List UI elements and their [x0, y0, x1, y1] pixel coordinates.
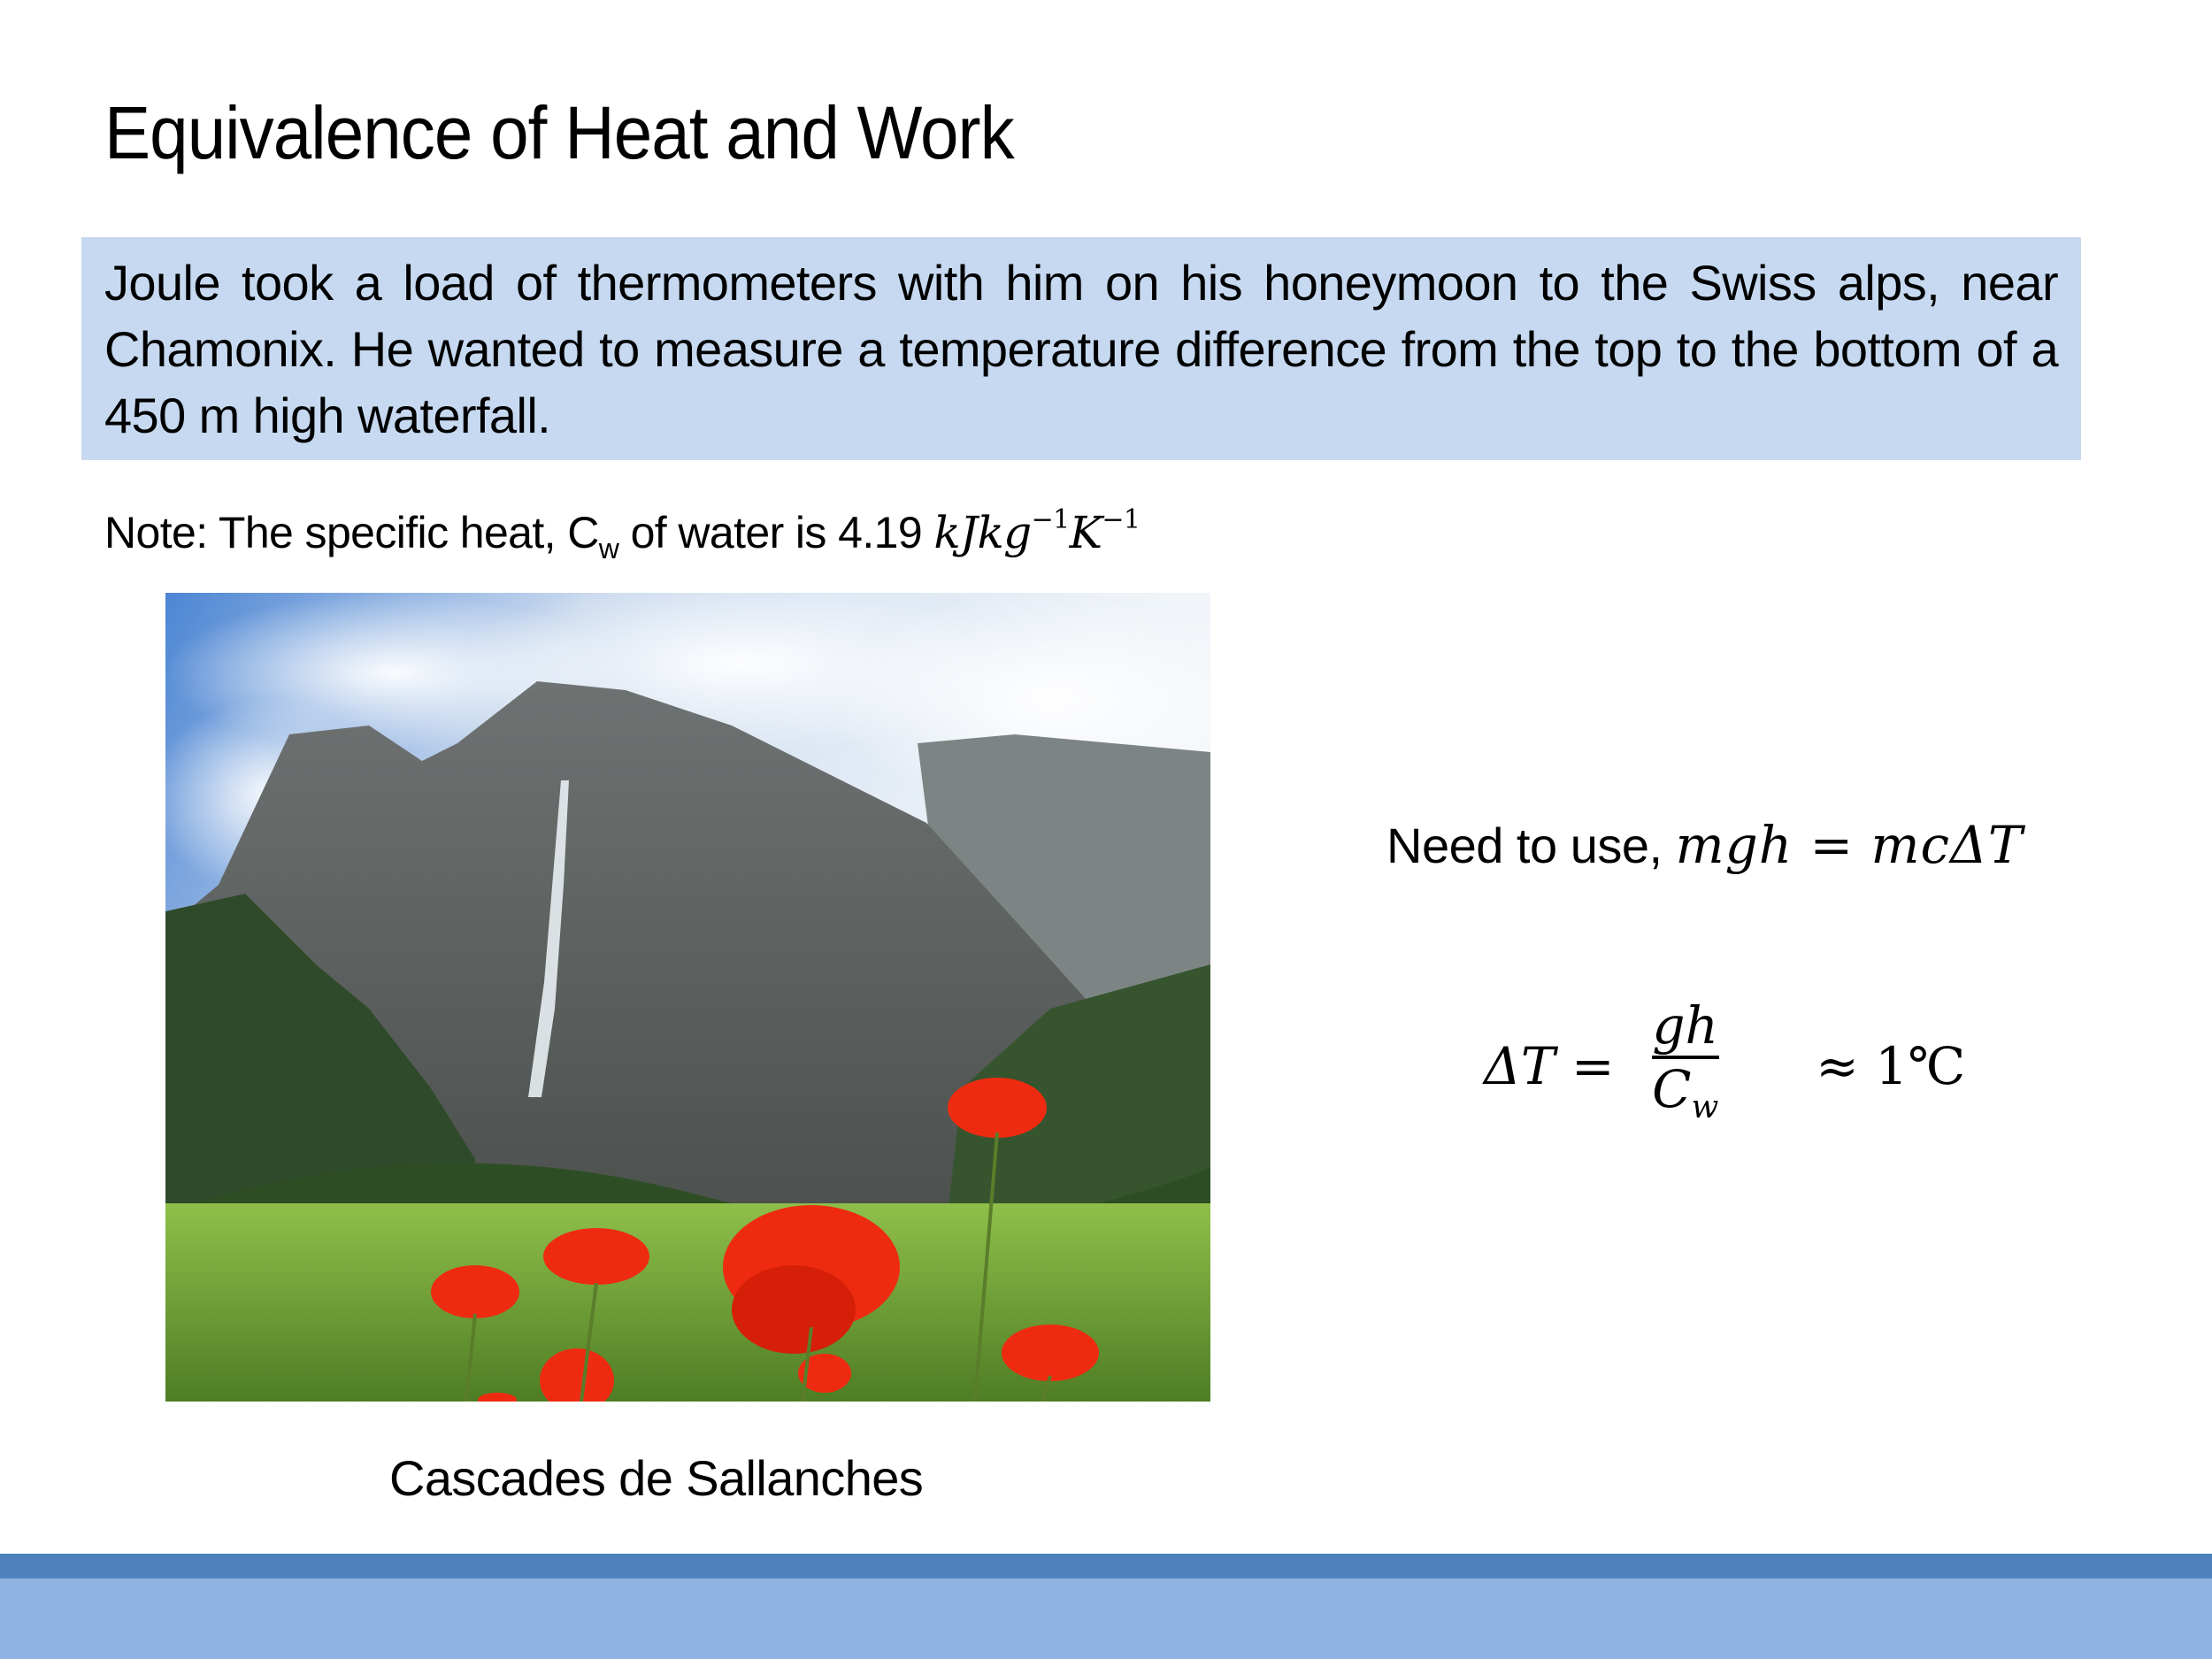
- unit-exponent-1: −1: [1031, 504, 1070, 535]
- equation-lead-text: Need to use,: [1386, 818, 1676, 873]
- landscape-illustration: [165, 593, 1210, 1402]
- energy-equation: [1386, 814, 2024, 877]
- temperature-change-equation: [1484, 995, 1965, 1137]
- footer-band-light: [0, 1578, 2212, 1659]
- note-middle: of water is 4.19: [618, 508, 934, 557]
- waterfall-photo: [165, 593, 1210, 1402]
- approx-result: ≈ 1℃: [1816, 1036, 1966, 1096]
- delta-t-lhs: ΔT: [1484, 1036, 1555, 1096]
- denominator-subscript: w: [1691, 1088, 1719, 1125]
- energy-formula: mgh = mcΔT: [1675, 815, 2024, 875]
- photo-caption: Cascades de Sallanches: [389, 1450, 924, 1506]
- footer-band-dark: [0, 1554, 2212, 1578]
- fraction-denominator: [1647, 1059, 1724, 1138]
- equals-sign: =: [1555, 1036, 1632, 1096]
- unit-k: K: [1069, 507, 1102, 558]
- slide-title: Equivalence of Heat and Work: [104, 91, 1014, 174]
- unit-kj-kg: kJkg: [933, 507, 1032, 558]
- denominator-c: C: [1652, 1058, 1692, 1119]
- unit-exponent-2: −1: [1102, 504, 1141, 535]
- fraction-numerator: gh: [1652, 995, 1718, 1056]
- intro-text: Joule took a load of thermometers with him on his honeymoon to the Swiss alps, near Chamonix. He wanted to measure a temperature difference from the top to the bottom of a 450 m high waterfall.: [104, 255, 2058, 443]
- note-unit: [933, 504, 1141, 558]
- note-subscript: w: [598, 533, 619, 565]
- note-prefix: Note: The specific heat, C: [104, 508, 599, 557]
- fraction: [1647, 995, 1724, 1138]
- specific-heat-note: [104, 491, 1140, 578]
- intro-box: [81, 237, 2081, 460]
